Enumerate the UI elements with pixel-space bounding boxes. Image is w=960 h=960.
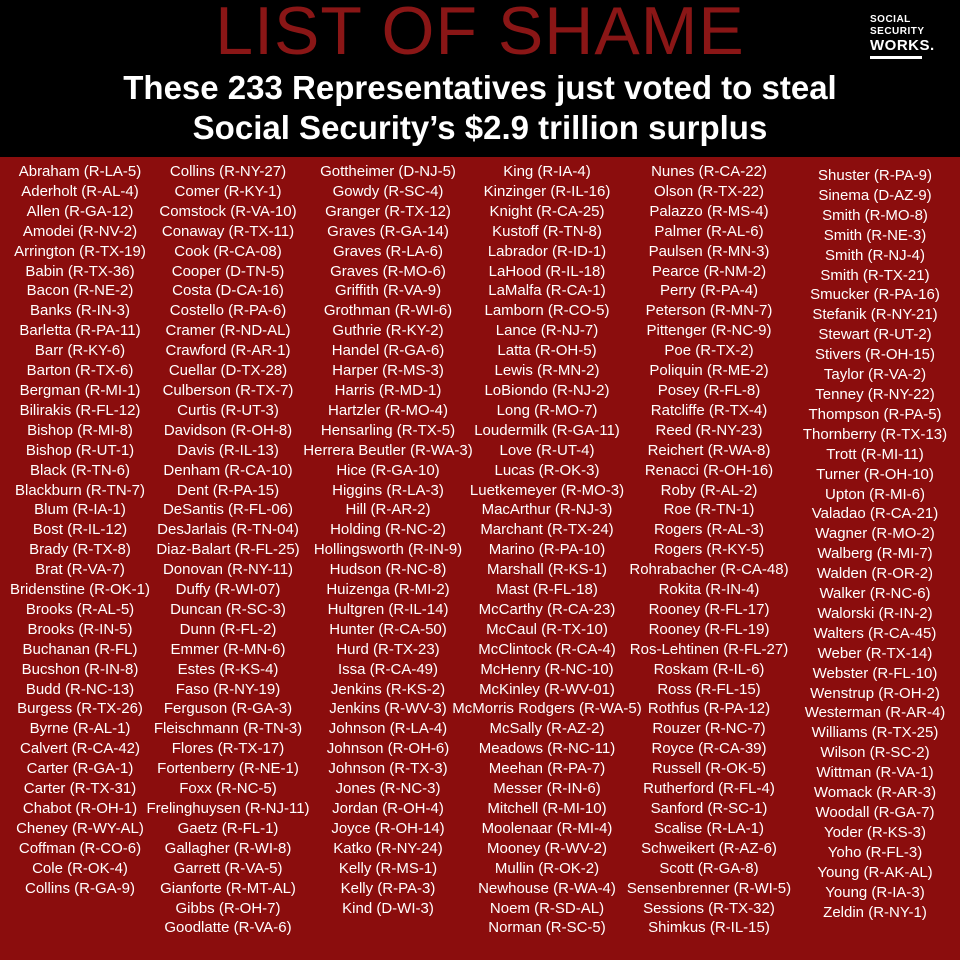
representative-name: McHenry (R-NC-10) — [480, 660, 614, 678]
representative-name: McKinley (R-WV-01) — [479, 680, 615, 698]
representative-name: Rutherford (R-FL-4) — [643, 780, 775, 798]
representative-name: Mullin (R-OK-2) — [494, 859, 600, 877]
representative-name: Posey (R-FL-8) — [657, 381, 761, 399]
logo-line-3: WORKS. — [870, 37, 935, 54]
representative-name: Pittenger (R-NC-9) — [646, 322, 772, 340]
representative-name: Rooney (R-FL-19) — [648, 620, 770, 638]
representative-name: Budd (R-NC-13) — [25, 680, 135, 698]
representative-name: Royce (R-CA-39) — [651, 740, 767, 758]
representative-name: Marino (R-PA-10) — [488, 541, 606, 559]
representative-name: Mast (R-FL-18) — [496, 581, 598, 599]
representative-name: Bucshon (R-IN-8) — [21, 660, 139, 678]
representative-name: Love (R-UT-4) — [499, 441, 595, 459]
representative-name: Marchant (R-TX-24) — [480, 521, 614, 539]
representative-name: Goodlatte (R-VA-6) — [164, 919, 292, 937]
representative-name: DeSantis (R-FL-06) — [162, 501, 294, 519]
representative-name: Costello (R-PA-6) — [169, 302, 287, 320]
representative-name: Davidson (R-OH-8) — [163, 421, 293, 439]
representative-name: Webster (R-FL-10) — [812, 664, 938, 682]
representative-name: LoBiondo (R-NJ-2) — [484, 381, 610, 399]
representative-name: Dent (R-PA-15) — [176, 481, 280, 499]
representative-name: Gowdy (R-SC-4) — [332, 182, 444, 200]
representative-name: Zeldin (R-NY-1) — [823, 903, 927, 921]
representative-name: Stefanik (R-NY-21) — [812, 306, 938, 324]
representative-name: DesJarlais (R-TN-04) — [157, 521, 299, 539]
representative-name: McSally (R-AZ-2) — [489, 720, 605, 738]
representative-name: Aderholt (R-AL-4) — [21, 182, 139, 200]
representative-name: Roby (R-AL-2) — [660, 481, 758, 499]
representative-name: Palmer (R-AL-6) — [654, 222, 764, 240]
representative-name: Rogers (R-AL-3) — [653, 521, 765, 539]
representative-name: Frelinghuysen (R-NJ-11) — [146, 800, 310, 817]
representative-name: Ratcliffe (R-TX-4) — [650, 401, 768, 419]
representative-name: Joyce (R-OH-14) — [331, 819, 445, 837]
representative-name: Messer (R-IN-6) — [493, 780, 601, 798]
representative-name: Cole (R-OK-4) — [32, 859, 128, 877]
representative-name: Rothfus (R-PA-12) — [647, 700, 771, 718]
representative-name: LaMalfa (R-CA-1) — [488, 282, 606, 300]
representative-name: Garrett (R-VA-5) — [173, 859, 283, 877]
representative-name: Cramer (R-ND-AL) — [165, 322, 291, 340]
representative-name: Sessions (R-TX-32) — [643, 899, 775, 917]
representative-name: Newhouse (R-WA-4) — [478, 879, 616, 897]
representative-name: Stivers (R-OH-15) — [814, 346, 935, 364]
representative-name: Blackburn (R-TN-7) — [14, 481, 146, 499]
representative-name: Rouzer (R-NC-7) — [652, 720, 766, 738]
representative-name: Jordan (R-OH-4) — [332, 800, 444, 817]
representative-name: Brady (R-TX-8) — [29, 541, 131, 559]
representative-name: Faso (R-NY-19) — [175, 680, 281, 698]
representative-name: Graves (R-GA-14) — [327, 222, 449, 240]
representative-name: Hill (R-AR-2) — [345, 501, 431, 519]
representative-name: Russell (R-OK-5) — [651, 760, 767, 778]
representative-name: Cuellar (D-TX-28) — [168, 362, 288, 380]
representative-name: Johnson (R-LA-4) — [328, 720, 448, 738]
names-column-1 — [0, 162, 160, 899]
representative-name: Lewis (R-MN-2) — [494, 362, 600, 380]
representative-name: Hartzler (R-MO-4) — [328, 401, 448, 419]
representative-name: Flores (R-TX-17) — [171, 740, 285, 758]
representative-name: Shimkus (R-IL-15) — [648, 919, 770, 937]
representative-name: Scott (R-GA-8) — [659, 859, 759, 877]
representative-name: Young (R-IA-3) — [825, 883, 925, 901]
representative-name: Duncan (R-SC-3) — [170, 600, 286, 618]
representative-name: Gottheimer (D-NJ-5) — [320, 163, 456, 180]
logo-line-2: SECURITY — [870, 26, 925, 37]
representative-name: Harris (R-MD-1) — [334, 381, 442, 399]
representative-name: Barton (R-TX-6) — [26, 362, 134, 380]
representative-name: Yoho (R-FL-3) — [827, 843, 923, 861]
representative-name: Wittman (R-VA-1) — [816, 764, 934, 782]
representative-name: Taylor (R-VA-2) — [823, 366, 927, 384]
representative-name: Huizenga (R-MI-2) — [326, 581, 450, 599]
representative-name: Graves (R-MO-6) — [330, 262, 446, 280]
representative-name: Thompson (R-PA-5) — [808, 405, 942, 423]
representative-name: Gaetz (R-FL-1) — [177, 819, 279, 837]
representative-name: Comer (R-KY-1) — [174, 182, 282, 200]
representative-name: Katko (R-NY-24) — [333, 839, 443, 857]
representative-name: McMorris Rodgers (R-WA-5) — [452, 700, 642, 718]
representative-name: Nunes (R-CA-22) — [651, 163, 767, 180]
representative-name: MacArthur (R-NJ-3) — [481, 501, 613, 519]
representative-name: Roe (R-TN-1) — [663, 501, 755, 519]
representative-name: Kustoff (R-TN-8) — [492, 222, 602, 240]
representative-name: Sensenbrenner (R-WI-5) — [626, 879, 792, 897]
representative-name: Holding (R-NC-2) — [330, 521, 446, 539]
representative-name: Byrne (R-AL-1) — [29, 720, 131, 738]
representative-name: Smucker (R-PA-16) — [810, 286, 940, 304]
representative-name: Emmer (R-MN-6) — [170, 640, 286, 658]
representative-name: Hensarling (R-TX-5) — [320, 421, 456, 439]
representative-name: Long (R-MO-7) — [496, 401, 598, 419]
representative-name: Cooper (D-TN-5) — [171, 262, 285, 280]
representative-name: Scalise (R-LA-1) — [653, 819, 765, 837]
representative-name: Latta (R-OH-5) — [497, 342, 597, 360]
representatives-list — [0, 157, 960, 960]
representative-name: Peterson (R-MN-7) — [645, 302, 773, 320]
representative-name: Foxx (R-NC-5) — [179, 780, 277, 798]
representative-name: Luetkemeyer (R-MO-3) — [469, 481, 625, 499]
representative-name: Allen (R-GA-12) — [26, 202, 134, 220]
representative-name: Hultgren (R-IL-14) — [327, 600, 449, 618]
representative-name: Bishop (R-UT-1) — [25, 441, 135, 459]
representative-name: Guthrie (R-KY-2) — [332, 322, 444, 340]
representative-name: Issa (R-CA-49) — [337, 660, 438, 678]
representative-name: Reed (R-NY-23) — [655, 421, 763, 439]
representative-name: Cook (R-CA-08) — [174, 242, 282, 260]
representative-name: Shuster (R-PA-9) — [818, 167, 932, 184]
representative-name: Gibbs (R-OH-7) — [175, 899, 281, 917]
representative-name: Denham (R-CA-10) — [163, 461, 293, 479]
representative-name: Hice (R-GA-10) — [336, 461, 440, 479]
representative-name: Johnson (R-OH-6) — [326, 740, 450, 758]
representative-name: Sanford (R-SC-1) — [650, 800, 768, 817]
names-column-3 — [303, 162, 473, 918]
header-banner — [0, 0, 960, 157]
representative-name: Sinema (D-AZ-9) — [818, 186, 932, 204]
representative-name: Meadows (R-NC-11) — [478, 740, 616, 758]
representative-name: Herrera Beutler (R-WA-3) — [303, 441, 473, 459]
representative-name: Blum (R-IA-1) — [34, 501, 126, 519]
representative-name: McCaul (R-TX-10) — [486, 620, 608, 638]
representative-name: McClintock (R-CA-4) — [478, 640, 616, 658]
representative-name: Comstock (R-VA-10) — [159, 202, 297, 220]
representative-name: Noem (R-SD-AL) — [489, 899, 605, 917]
representative-name: Conaway (R-TX-11) — [161, 222, 295, 240]
representative-name: Young (R-AK-AL) — [817, 863, 933, 881]
representative-name: Gallagher (R-WI-8) — [164, 839, 292, 857]
representative-name: Curtis (R-UT-3) — [177, 401, 279, 419]
representative-name: Estes (R-KS-4) — [177, 660, 279, 678]
representative-name: Banks (R-IN-3) — [29, 302, 130, 320]
representative-name: Abraham (R-LA-5) — [18, 163, 142, 180]
representative-name: Pearce (R-NM-2) — [651, 262, 767, 280]
representative-name: Labrador (R-ID-1) — [487, 242, 607, 260]
representative-name: Collins (R-NY-27) — [169, 163, 287, 180]
representative-name: Olson (R-TX-22) — [653, 182, 765, 200]
representative-name: Hurd (R-TX-23) — [336, 640, 440, 658]
representative-name: Bacon (R-NE-2) — [26, 282, 134, 300]
representative-name: Schweikert (R-AZ-6) — [641, 839, 777, 857]
representative-name: Smith (R-NJ-4) — [825, 246, 925, 264]
representative-name: Moolenaar (R-MI-4) — [481, 819, 613, 837]
representative-name: Walker (R-NC-6) — [819, 585, 931, 603]
names-column-2 — [148, 162, 308, 938]
representative-name: Hunter (R-CA-50) — [329, 620, 447, 638]
representative-name: Reichert (R-WA-8) — [647, 441, 771, 459]
representative-name: Rogers (R-KY-5) — [653, 541, 765, 559]
representative-name: Cheney (R-WY-AL) — [16, 819, 144, 837]
representative-name: Fleischmann (R-TN-3) — [153, 720, 303, 738]
representative-name: Lamborn (R-CO-5) — [484, 302, 610, 320]
representative-name: Calvert (R-CA-42) — [19, 740, 140, 758]
representative-name: Barletta (R-PA-11) — [19, 322, 141, 340]
subheadline-line-2: Social Security’s $2.9 trillion surplus — [192, 109, 768, 146]
representative-name: Knight (R-CA-25) — [489, 202, 605, 220]
representative-name: Jenkins (R-WV-3) — [329, 700, 447, 718]
representative-name: Thornberry (R-TX-13) — [802, 425, 948, 443]
representative-name: Davis (R-IL-13) — [177, 441, 279, 459]
representative-name: Handel (R-GA-6) — [331, 342, 445, 360]
representative-name: Granger (R-TX-12) — [325, 202, 451, 220]
representative-name: Ross (R-FL-15) — [657, 680, 761, 698]
representative-name: Amodei (R-NV-2) — [22, 222, 138, 240]
representative-name: Kind (D-WI-3) — [342, 899, 434, 917]
representative-name: Roskam (R-IL-6) — [653, 660, 765, 678]
logo-line-1: SOCIAL — [870, 14, 911, 25]
representative-name: McCarthy (R-CA-23) — [478, 600, 616, 618]
representative-name: Poliquin (R-ME-2) — [649, 362, 769, 380]
representative-name: Graves (R-LA-6) — [332, 242, 444, 260]
representative-name: Smith (R-TX-21) — [820, 266, 930, 284]
representative-name: Diaz-Balart (R-FL-25) — [156, 541, 300, 559]
representative-name: Mooney (R-WV-2) — [486, 839, 608, 857]
representative-name: Lance (R-NJ-7) — [495, 322, 599, 340]
representative-name: Stewart (R-UT-2) — [818, 326, 932, 344]
representative-name: Kelly (R-PA-3) — [340, 879, 436, 897]
names-column-5 — [626, 162, 792, 938]
names-column-4 — [452, 162, 642, 938]
representative-name: Smith (R-MO-8) — [822, 206, 928, 224]
social-security-works-logo — [870, 14, 948, 64]
representative-name: Upton (R-MI-6) — [824, 485, 925, 503]
representative-name: Tenney (R-NY-22) — [815, 385, 935, 403]
representative-name: Ferguson (R-GA-3) — [163, 700, 293, 718]
representative-name: Jones (R-NC-3) — [335, 780, 441, 798]
representative-name: Collins (R-GA-9) — [24, 879, 135, 897]
representative-name: Babin (R-TX-36) — [25, 262, 135, 280]
representative-name: LaHood (R-IL-18) — [488, 262, 606, 280]
representative-name: Walden (R-OR-2) — [816, 565, 934, 583]
representative-name: Hollingsworth (R-IN-9) — [313, 541, 463, 559]
representative-name: Rooney (R-FL-17) — [648, 600, 770, 618]
representative-name: Kinzinger (R-IL-16) — [483, 182, 611, 200]
representative-name: Smith (R-NE-3) — [823, 226, 927, 244]
representative-name: Carter (R-GA-1) — [26, 760, 134, 778]
representative-name: King (R-IA-4) — [503, 163, 591, 180]
representative-name: Rohrabacher (R-CA-48) — [629, 561, 789, 579]
representative-name: Walters (R-CA-45) — [813, 624, 937, 642]
representative-name: Meehan (R-PA-7) — [488, 760, 606, 778]
representative-name: Jenkins (R-KS-2) — [330, 680, 446, 698]
representative-name: Valadao (R-CA-21) — [811, 505, 939, 523]
representative-name: Norman (R-SC-5) — [488, 919, 606, 937]
representative-name: Coffman (R-CO-6) — [18, 839, 142, 857]
representative-name: Renacci (R-OH-16) — [644, 461, 774, 479]
representative-name: Carter (R-TX-31) — [23, 780, 137, 798]
representative-name: Wenstrup (R-OH-2) — [810, 684, 940, 702]
representative-name: Poe (R-TX-2) — [664, 342, 754, 360]
representative-name: Bost (R-IL-12) — [32, 521, 128, 539]
representative-name: Johnson (R-TX-3) — [328, 760, 448, 778]
representative-name: Brooks (R-AL-5) — [25, 600, 135, 618]
representative-name: Donovan (R-NY-11) — [162, 561, 294, 579]
representative-name: Barr (R-KY-6) — [34, 342, 126, 360]
representative-name: Bergman (R-MI-1) — [19, 381, 141, 399]
representative-name: Bridenstine (R-OK-1) — [9, 581, 151, 599]
logo-underline — [870, 56, 922, 59]
names-column-6 — [795, 166, 955, 922]
representative-name: Harper (R-MS-3) — [332, 362, 444, 380]
representative-name: Arrington (R-TX-19) — [14, 242, 146, 260]
representative-name: Yoder (R-KS-3) — [824, 823, 926, 841]
representative-name: Gianforte (R-MT-AL) — [160, 879, 296, 897]
representative-name: Higgins (R-LA-3) — [332, 481, 444, 499]
representative-name: Rokita (R-IN-4) — [658, 581, 760, 599]
representative-name: Weber (R-TX-14) — [817, 644, 933, 662]
representative-name: Bishop (R-MI-8) — [27, 421, 133, 439]
representative-name: Fortenberry (R-NE-1) — [157, 760, 299, 778]
representative-name: Paulsen (R-MN-3) — [648, 242, 770, 260]
representative-name: Crawford (R-AR-1) — [165, 342, 291, 360]
representative-name: Wilson (R-SC-2) — [820, 744, 930, 762]
representative-name: Hudson (R-NC-8) — [329, 561, 447, 579]
representative-name: Wagner (R-MO-2) — [815, 525, 935, 543]
representative-name: Culberson (R-TX-7) — [162, 381, 294, 399]
representative-name: Mitchell (R-MI-10) — [487, 800, 607, 817]
representative-name: Perry (R-PA-4) — [659, 282, 759, 300]
representative-name: Woodall (R-GA-7) — [815, 804, 935, 821]
representative-name: Bilirakis (R-FL-12) — [19, 401, 141, 419]
representative-name: Costa (D-CA-16) — [172, 282, 284, 300]
representative-name: Black (R-TN-6) — [30, 461, 130, 479]
representative-name: Duffy (R-WI-07) — [175, 581, 281, 599]
representative-name: Palazzo (R-MS-4) — [649, 202, 769, 220]
representative-name: Womack (R-AR-3) — [813, 784, 937, 802]
representative-name: Griffith (R-VA-9) — [334, 282, 442, 300]
representative-name: Ros-Lehtinen (R-FL-27) — [629, 640, 789, 658]
representative-name: Lucas (R-OK-3) — [494, 461, 600, 479]
representative-name: Walorski (R-IN-2) — [817, 604, 933, 622]
representative-name: Brat (R-VA-7) — [35, 561, 125, 579]
representative-name: Walberg (R-MI-7) — [817, 545, 933, 563]
representative-name: Kelly (R-MS-1) — [338, 859, 438, 877]
representative-name: Loudermilk (R-GA-11) — [474, 421, 620, 439]
subheadline-line-1: These 233 Representatives just voted to steal — [123, 69, 837, 106]
representative-name: Turner (R-OH-10) — [816, 465, 934, 483]
representative-name: Westerman (R-AR-4) — [804, 704, 946, 722]
representative-name: Trott (R-MI-11) — [826, 445, 924, 463]
representative-name: Brooks (R-IN-5) — [27, 620, 133, 638]
subheadline — [0, 68, 960, 148]
representative-name: Dunn (R-FL-2) — [179, 620, 277, 638]
representative-name: Grothman (R-WI-6) — [323, 302, 453, 320]
headline: LIST OF SHAME — [215, 0, 745, 69]
representative-name: Marshall (R-KS-1) — [486, 561, 607, 579]
representative-name: Burgess (R-TX-26) — [17, 700, 143, 718]
representative-name: Williams (R-TX-25) — [811, 724, 939, 742]
representative-name: Buchanan (R-FL) — [22, 640, 138, 658]
representative-name: Chabot (R-OH-1) — [22, 800, 138, 817]
